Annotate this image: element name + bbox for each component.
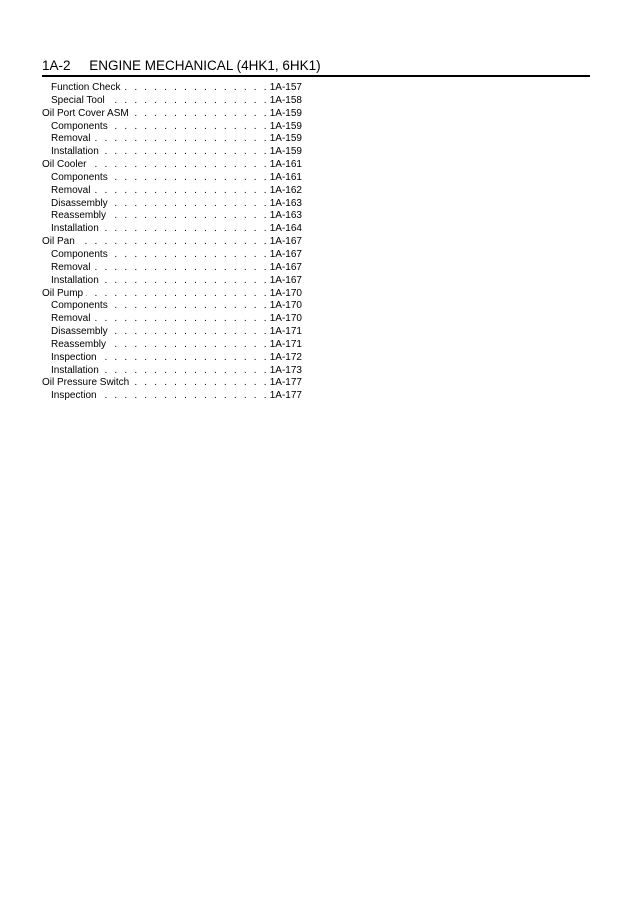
toc-dot-leader bbox=[102, 223, 269, 236]
toc-entry-page: 1A-170 bbox=[269, 287, 302, 299]
toc-entry[interactable] bbox=[42, 133, 302, 146]
toc-entry-page: 1A-167 bbox=[269, 274, 302, 286]
toc-entry-title: Inspection bbox=[51, 351, 97, 363]
toc-dot-leader bbox=[100, 352, 269, 365]
toc-entry[interactable] bbox=[42, 172, 302, 185]
toc-entry-title: Oil Cooler bbox=[42, 159, 87, 171]
toc-entry[interactable] bbox=[42, 377, 302, 390]
toc-entry-page: 1A-167 bbox=[269, 236, 302, 248]
toc-entry[interactable] bbox=[42, 352, 302, 365]
toc-dot-leader bbox=[102, 365, 269, 378]
toc-entry[interactable] bbox=[42, 185, 302, 198]
toc-entry-title: Removal bbox=[51, 133, 91, 145]
page-number: 1A-2 bbox=[42, 58, 71, 73]
toc-entry-page: 1A-170 bbox=[269, 300, 302, 312]
toc-entry-page: 1A-159 bbox=[269, 146, 302, 158]
toc-entry-page: 1A-159 bbox=[269, 133, 302, 145]
toc-entry[interactable] bbox=[42, 339, 302, 352]
toc-entry-page: 1A-161 bbox=[269, 171, 302, 183]
toc-entry[interactable] bbox=[42, 82, 302, 95]
toc-dot-leader bbox=[123, 82, 268, 95]
toc-dot-leader bbox=[111, 300, 269, 313]
toc-dot-leader bbox=[86, 288, 269, 301]
toc-entry[interactable] bbox=[42, 275, 302, 288]
toc-entry-page: 1A-159 bbox=[269, 107, 302, 119]
toc-entry[interactable] bbox=[42, 300, 302, 313]
toc-entry-page: 1A-159 bbox=[269, 120, 302, 132]
toc-entry-page: 1A-171 bbox=[269, 338, 302, 350]
toc-entry[interactable] bbox=[42, 198, 302, 211]
table-of-contents bbox=[42, 82, 302, 403]
toc-entry-title: Reassembly bbox=[51, 338, 107, 350]
toc-entry[interactable] bbox=[42, 236, 302, 249]
toc-entry[interactable] bbox=[42, 121, 302, 134]
toc-dot-leader bbox=[102, 275, 269, 288]
toc-entry-title: Installation bbox=[51, 274, 99, 286]
toc-entry-title: Components bbox=[51, 120, 108, 132]
toc-entry-page: 1A-171 bbox=[269, 326, 302, 338]
toc-entry[interactable] bbox=[42, 365, 302, 378]
toc-entry-title: Inspection bbox=[51, 390, 97, 402]
toc-entry-title: Oil Port Cover ASM bbox=[42, 107, 129, 119]
toc-entry-title: Installation bbox=[51, 223, 99, 235]
toc-dot-leader bbox=[93, 313, 268, 326]
toc-entry-title: Installation bbox=[51, 364, 99, 376]
toc-dot-leader bbox=[93, 262, 268, 275]
toc-entry-title: Function Check bbox=[51, 82, 121, 93]
toc-entry[interactable] bbox=[42, 159, 302, 172]
toc-entry-title: Removal bbox=[51, 184, 91, 196]
toc-dot-leader bbox=[102, 146, 269, 159]
toc-entry-page: 1A-167 bbox=[269, 248, 302, 260]
toc-entry-page: 1A-157 bbox=[269, 82, 302, 93]
toc-dot-leader bbox=[111, 121, 269, 134]
toc-entry-title: Components bbox=[51, 171, 108, 183]
header-divider bbox=[42, 75, 590, 77]
toc-entry[interactable] bbox=[42, 313, 302, 326]
toc-entry-title: Disassembly bbox=[51, 197, 108, 209]
toc-entry[interactable] bbox=[42, 249, 302, 262]
toc-dot-leader bbox=[78, 236, 269, 249]
toc-dot-leader bbox=[109, 339, 269, 352]
toc-dot-leader bbox=[111, 326, 269, 339]
toc-dot-leader bbox=[111, 249, 269, 262]
toc-dot-leader bbox=[109, 210, 269, 223]
toc-entry-title: Special Tool bbox=[51, 94, 105, 106]
toc-dot-leader bbox=[89, 159, 268, 172]
toc-entry-title: Components bbox=[51, 300, 108, 312]
toc-entry-title: Removal bbox=[51, 261, 91, 273]
toc-entry-page: 1A-161 bbox=[269, 159, 302, 171]
toc-entry-page: 1A-177 bbox=[269, 390, 302, 402]
toc-entry-title: Oil Pan bbox=[42, 236, 75, 248]
toc-entry[interactable] bbox=[42, 288, 302, 301]
toc-dot-leader bbox=[93, 133, 268, 146]
toc-entry-title: Disassembly bbox=[51, 326, 108, 338]
toc-entry-page: 1A-172 bbox=[269, 351, 302, 363]
toc-entry-title: Removal bbox=[51, 313, 91, 325]
toc-entry[interactable] bbox=[42, 108, 302, 121]
toc-dot-leader bbox=[132, 377, 269, 390]
toc-entry[interactable] bbox=[42, 262, 302, 275]
toc-entry-page: 1A-162 bbox=[269, 184, 302, 196]
toc-entry-page: 1A-177 bbox=[269, 377, 302, 389]
toc-entry-page: 1A-170 bbox=[269, 313, 302, 325]
toc-entry[interactable] bbox=[42, 146, 302, 159]
toc-entry[interactable] bbox=[42, 95, 302, 108]
toc-entry-title: Oil Pump bbox=[42, 287, 84, 299]
toc-entry-title: Reassembly bbox=[51, 210, 107, 222]
toc-entry-title: Oil Pressure Switch bbox=[42, 377, 130, 389]
toc-dot-leader bbox=[132, 108, 269, 121]
toc-entry-page: 1A-173 bbox=[269, 364, 302, 376]
toc-dot-leader bbox=[100, 390, 269, 403]
toc-entry[interactable] bbox=[42, 210, 302, 223]
toc-entry[interactable] bbox=[42, 326, 302, 339]
toc-dot-leader bbox=[108, 95, 269, 108]
toc-entry-page: 1A-163 bbox=[269, 197, 302, 209]
toc-entry-title: Installation bbox=[51, 146, 99, 158]
toc-dot-leader bbox=[93, 185, 268, 198]
toc-entry-title: Components bbox=[51, 248, 108, 260]
toc-entry-page: 1A-164 bbox=[269, 223, 302, 235]
toc-dot-leader bbox=[111, 198, 269, 211]
toc-dot-leader bbox=[111, 172, 269, 185]
toc-entry[interactable] bbox=[42, 223, 302, 236]
section-title: ENGINE MECHANICAL (4HK1, 6HK1) bbox=[89, 58, 321, 73]
toc-entry-page: 1A-158 bbox=[269, 94, 302, 106]
toc-entry-page: 1A-163 bbox=[269, 210, 302, 222]
toc-entry[interactable] bbox=[42, 390, 302, 403]
page-header bbox=[42, 56, 590, 76]
toc-entry-page: 1A-167 bbox=[269, 261, 302, 273]
